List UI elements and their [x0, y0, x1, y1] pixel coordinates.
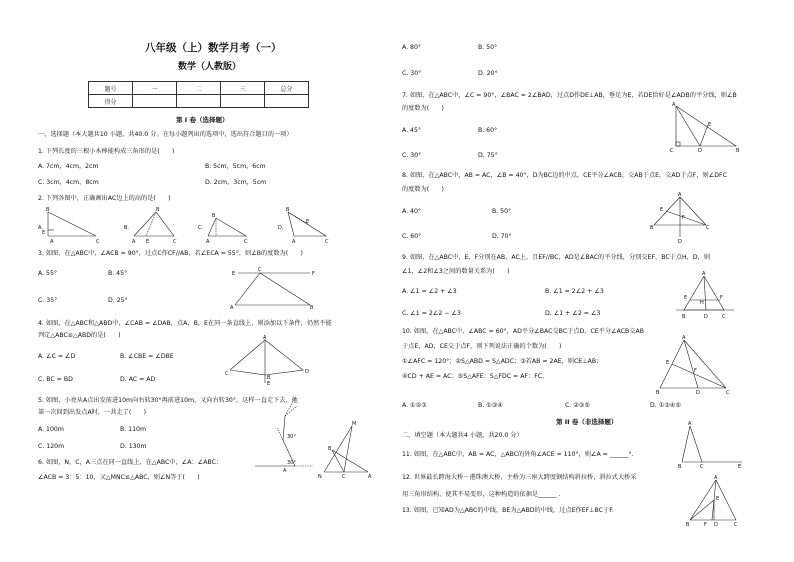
q9-option-b: B. ∠1 = 2∠2 + ∠3 [545, 288, 604, 295]
svg-text:B: B [678, 464, 682, 470]
q7-option-b: B. 60° [478, 127, 498, 134]
svg-text:C: C [258, 267, 262, 273]
svg-text:A: A [368, 474, 372, 480]
q4-option-a: A. ∠C = ∠D [38, 353, 76, 360]
section1-heading: 一、选择题（本大题共10 小题，共40.0 分。在每小题列出的选项中，选出符合题目的一项） [38, 131, 293, 138]
svg-text:B: B [286, 207, 290, 213]
q8-figure [650, 193, 710, 245]
q13-stem: 13. 如图，已知AD为△ABC的中线，BE为△ABD的中线，过点E作EF⊥BC于F. [402, 507, 614, 514]
q10-stem-line4: ④CD + AE = AC；⑤S△AFE：S△FDC = AF：FC. [402, 373, 545, 380]
svg-text:F: F [682, 215, 685, 221]
svg-text:D: D [305, 369, 309, 375]
svg-text:A.: A. [38, 225, 43, 231]
svg-text:E: E [684, 295, 688, 301]
table-row [89, 82, 309, 95]
svg-text:E: E [716, 496, 720, 502]
q10-stem-line2: 于点E，AD，CE交于点F，则下列说法正确的个数为( ) [402, 343, 562, 350]
svg-text:B: B [686, 522, 690, 528]
svg-text:B: B [736, 148, 740, 154]
q6-stem-line1: 6. 如图，N，C，A三点在同一直线上，在△ABC中，∠A：∠ABC： [38, 459, 223, 466]
q3-option-a: A. 55° [38, 270, 58, 277]
q8-option-b: B. 50° [492, 208, 512, 215]
q7-option-a: A. 45° [402, 127, 422, 134]
svg-text:D: D [696, 390, 700, 396]
q5-option-b: B. 110m [120, 426, 147, 433]
svg-text:A: A [702, 271, 706, 277]
q1-option-d: D. 2cm，3cm，5cm [205, 179, 267, 186]
q6-option-b: B. 50° [478, 44, 498, 51]
svg-text:C: C [244, 239, 248, 245]
svg-text:C: C [734, 522, 738, 528]
table-cell: 题号 [89, 82, 133, 95]
q5-option-c: C. 120m [38, 443, 65, 450]
svg-text:30°: 30° [287, 434, 296, 440]
table-row [89, 95, 309, 108]
q5-stem-line2: 第一次回到出发点A时，一共走了( ) [38, 409, 147, 416]
q4-figure [225, 335, 315, 385]
q10-option-d: D. ①③④⑤ [650, 402, 681, 409]
q4-stem-line1: 4. 如图，在△ABC和△ABD中，∠CAB = ∠DAB，点A，B，E在同一条直线上，则添加以下条件，仍然不能 [38, 320, 332, 327]
table-cell: 一 [133, 82, 177, 95]
q1-option-b: B. 5cm，5cm，6cm [205, 163, 266, 170]
svg-text:B: B [682, 314, 686, 320]
q3-option-d: D. 25° [108, 297, 128, 304]
q11-figure [676, 422, 746, 472]
svg-text:A: A [50, 239, 54, 245]
q3-stem: 3. 如图，在△ABC中，∠ACB = 90°，过点C作CF//AB，若∠ECA = 55°，则∠B的度数为( ) [38, 250, 303, 257]
svg-text:C: C [225, 371, 229, 377]
q8-stem-line2: 的度数为( ) [402, 186, 444, 193]
q6-option-a: A. 80° [402, 44, 422, 51]
q10-option-b: B. ①③④ [478, 402, 503, 409]
q7-option-c: C. 30° [402, 152, 422, 159]
svg-text:D: D [704, 314, 708, 320]
svg-text:A: A [672, 102, 676, 108]
svg-text:C: C [96, 239, 100, 245]
q9-option-d: D. ∠1 + ∠2 = ∠3 [545, 310, 601, 317]
q1-option-c: C. 3cm，4cm，8cm [38, 179, 99, 186]
svg-text:C: C [706, 225, 710, 231]
svg-text:D: D [714, 522, 718, 528]
part1-title: 第 I 卷（选择题） [176, 116, 229, 124]
svg-text:N: N [318, 474, 322, 480]
svg-text:C: C [342, 474, 346, 480]
svg-text:A: A [206, 239, 210, 245]
svg-text:C: C [325, 239, 329, 245]
q8-stem-line1: 8. 如图，在△ABC中，AB = AC，∠B = 40°，D为BC边的中点，CE平分∠ACB，交AB于点E，交AD于点F，则∠DFC [402, 172, 727, 179]
table-cell: 总分 [265, 82, 309, 95]
q6-figure [318, 420, 373, 480]
svg-text:E: E [232, 271, 236, 277]
table-cell [221, 95, 265, 108]
svg-text:A: A [230, 305, 234, 311]
q8-option-a: A. 40° [402, 208, 422, 215]
svg-text:A: A [714, 475, 718, 481]
q1-stem: 1. 下列长度的三根小木棒能构成三角形的是( ) [38, 148, 175, 155]
svg-text:E: E [42, 230, 46, 236]
svg-text:B: B [267, 375, 271, 381]
q5-option-d: D. 130m [120, 443, 147, 450]
q10-figure [656, 336, 732, 396]
table-cell [133, 95, 177, 108]
svg-text:B: B [310, 305, 314, 311]
svg-text:A: A [292, 239, 296, 245]
svg-text:A: A [132, 239, 136, 245]
svg-text:E: E [666, 360, 670, 366]
svg-text:C: C [700, 464, 704, 470]
q4-option-d: D. AC = AD [120, 376, 156, 383]
svg-text:B: B [328, 446, 332, 452]
q7-figure [668, 102, 748, 154]
svg-text:B: B [650, 225, 654, 231]
q4-option-c: C. BC = BD [38, 376, 73, 383]
svg-text:B: B [46, 207, 50, 213]
svg-text:A: A [682, 335, 686, 341]
svg-text:C: C [670, 148, 674, 154]
svg-text:30°: 30° [287, 460, 296, 466]
q7-stem-line1: 7. 如图，在△ABC中，∠C = 90°，∠BAC = 2∠BAD，过点D作DE⊥AB，垂足为E，若DE恰好是∠ADB的平分线，则∠B [402, 92, 737, 99]
svg-text:E: E [267, 381, 271, 387]
q2-stem: 2. 下列各图中，正确画出AC边上的高的是( ) [38, 195, 171, 202]
q11-stem: 11. 如图，在△ABC中，AB = AC，△ABC的外角∠ACE = 110°，则∠A = ______°. [402, 451, 634, 458]
q6-stem-line2: ∠ACB = 3：5：10，又△MNC≌△ABC，则∠N等于( ) [38, 474, 200, 481]
q8-option-c: C. 60° [402, 233, 422, 240]
svg-text:D.: D. [278, 225, 284, 231]
svg-text:F: F [704, 522, 707, 528]
q2-figures [36, 206, 336, 246]
q3-option-c: C. 35° [38, 297, 58, 304]
q10-stem-line1: 10. 如图，在△ABC中，∠ABC = 60°，AD平分∠BAC交BC于点D，CE平分∠ACB交AB [402, 328, 644, 335]
svg-text:D: D [698, 148, 702, 154]
section2-heading: 二、填空题（本大题共4 小题，共20.0 分） [402, 432, 523, 439]
svg-text:D: D [678, 239, 682, 245]
svg-text:M: M [352, 421, 357, 427]
q12-stem-line2: 用三角形结构，使其不易变形，这种构造的依据是______ . [402, 491, 561, 498]
q7-stem-line2: 的度数为( ) [402, 105, 444, 112]
svg-text:C: C [722, 314, 726, 320]
svg-text:B: B [212, 213, 216, 219]
svg-text:E: E [306, 219, 310, 225]
score-table [88, 81, 309, 108]
q3-option-b: B. 45° [108, 270, 128, 277]
svg-text:C.: C. [198, 225, 204, 231]
svg-text:E: E [708, 122, 712, 128]
table-cell [265, 95, 309, 108]
table-cell: 三 [221, 82, 265, 95]
svg-text:H: H [700, 300, 704, 306]
q2-fig-c [208, 218, 246, 236]
svg-text:A: A [678, 192, 682, 198]
svg-text:E: E [660, 207, 664, 213]
q6-option-c: C. 30° [402, 70, 422, 77]
svg-text:F: F [720, 295, 723, 301]
page-title: 八年级（上）数学月考（一） [145, 42, 282, 54]
q9-option-a: A. ∠1 = ∠2 + ∠3 [402, 288, 457, 295]
q5-option-a: A. 100m [38, 426, 64, 433]
q6-option-d: D. 20° [478, 70, 498, 77]
q4-option-b: B. ∠CBE = ∠DBE [120, 353, 174, 360]
q2-fig-a [48, 212, 96, 236]
svg-text:C: C [173, 239, 177, 245]
svg-text:A: A [263, 335, 267, 341]
svg-text:F: F [312, 271, 315, 277]
svg-text:E: E [146, 239, 150, 245]
q7-option-d: D. 75° [478, 152, 498, 159]
q2-fig-b [134, 212, 174, 236]
q12-stem-line1: 12. 世界最长跨海大桥－港珠澳大桥，主桥为三座大跨度钢结构斜拉桥，斜拉式大桥采 [402, 474, 637, 481]
svg-text:E: E [738, 464, 742, 470]
svg-text:A: A [688, 421, 692, 427]
q10-option-a: A. ①②③ [402, 402, 427, 409]
table-cell: 得分 [89, 95, 133, 108]
q9-figure [676, 272, 736, 322]
svg-text:A: A [283, 468, 287, 474]
svg-text:B: B [156, 207, 160, 213]
part2-title: 第 II 卷（非选择题） [556, 418, 618, 426]
svg-text:F: F [694, 368, 697, 374]
q8-option-d: D. 70° [492, 233, 512, 240]
svg-text:B: B [656, 390, 660, 396]
q5-stem-line1: 5. 如图，小亮从A点出发前进10m向右转30°再前进10m，又向右转30°，这样一直走下去，他 [38, 397, 298, 404]
page-subtitle: 数学（人教版） [178, 62, 242, 72]
table-cell: 二 [177, 82, 221, 95]
table-cell [177, 95, 221, 108]
q5-figure [255, 392, 320, 472]
q9-option-c: C. ∠1 = 2∠2 − ∠3 [402, 310, 461, 317]
q10-option-c: C. ②③⑤ [565, 402, 590, 409]
q3-figure [230, 265, 320, 310]
q10-stem-line3: ①∠AFC = 120°；②S△ABD = S△ADC；③若AB = 2AE，则CE⊥AB； [402, 358, 603, 365]
q9-stem-line2: ∠1，∠2和∠3之间的数量关系为( ) [402, 268, 510, 275]
q4-stem-line2: 判定△ABC≌△ABD的是( ) [38, 332, 121, 339]
q9-stem-line1: 9. 如图，在△ABC中，E，F分别在AB，AC上，且EF//BC，AD是∠BAC的平分线，分别交EF，BC于点H，D，则 [402, 254, 711, 261]
svg-text:C: C [726, 390, 730, 396]
svg-text:B.: B. [124, 225, 130, 231]
q13-figure [686, 476, 741, 526]
q1-option-a: A. 7cm，4cm，2cm [38, 163, 99, 170]
